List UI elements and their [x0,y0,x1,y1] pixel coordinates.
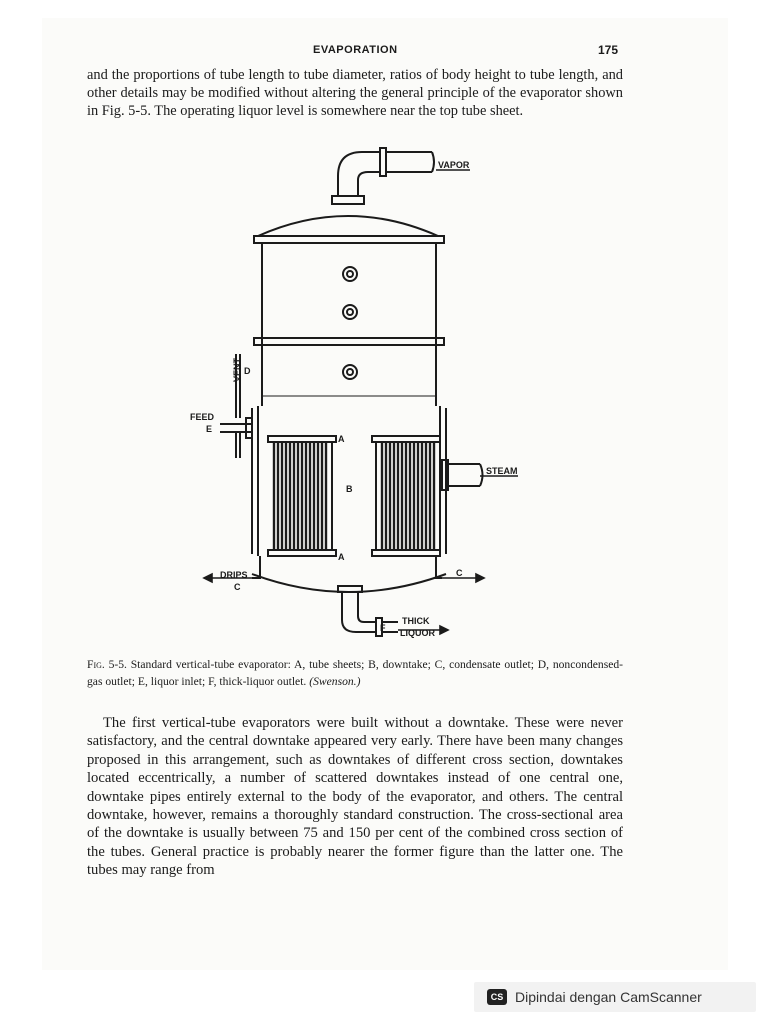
bottom-paragraph: The first vertical-tube evaporators were built without a downtake. These were never satisfactory, and the central downtake appeared very early. There have been many changes proposed in this arrangement, such as downtakes of different cross section, downtakes located eccentrically, a number of scattered downtakes instead of one central one, downtake pipes entirely external to the body of the evaporator, and others. The central downtake, however, remains a thoroughly standard construction. The cross-sectional area of the downtake is usually between 75 and 150 per cent of the combined cross section of the tubes. General practice is probably nearer the former figure than the latter one. The tubes may range from [87,715,623,879]
sight-glass-2 [343,305,357,319]
label-liquor: LIQUOR [400,628,435,638]
middle-flange [254,338,444,345]
caption-source: (Swenson.) [309,674,361,688]
vapor-outlet [386,152,434,172]
steam-pipe [446,464,483,486]
camscanner-badge [474,982,756,1012]
top-flange [254,236,444,243]
camscanner-logo-icon: CS [487,989,507,1005]
bottom-cone [252,574,446,592]
vapor-flange-top [380,148,386,176]
feed-pipe [220,424,252,432]
evaporator-diagram [180,146,530,658]
label-b: B [346,484,353,494]
tube-sheet-bottom-right [372,550,440,556]
label-f: F [380,623,386,633]
label-vent: VENT [232,357,242,382]
caption-label: Fig. 5-5. [87,658,127,671]
vapor-pipe [338,152,380,196]
label-a-top: A [338,434,345,444]
section-title: EVAPORATION [313,44,398,56]
figure-caption [87,657,623,690]
tube-bundle-right [382,442,434,550]
label-a-bottom: A [338,552,345,562]
sight-glass-1 [343,267,357,281]
label-vapor: VAPOR [438,160,470,170]
label-d: D [244,366,251,376]
sight-glass-3 [343,365,357,379]
tube-sheet-bottom-left [268,550,336,556]
dome [258,216,438,236]
tube-bundle-left [274,442,326,550]
label-c-right: C [456,568,463,578]
evaporator-figure [180,146,530,658]
vapor-flange-bottom [332,196,364,204]
tube-sheet-top-right [372,436,440,442]
label-e: E [206,424,213,434]
label-thick: THICK [402,616,430,626]
label-steam: STEAM [486,466,518,476]
top-paragraph: and the proportions of tube length to tube diameter, ratios of body height to tube length, and other details may be modified without altering the general principle of the evaporator shown in Fig. 5-5. The operating liquor level is somewhere near the top tube sheet. [87,67,623,120]
camscanner-text: Dipindai dengan CamScanner [515,989,702,1005]
page-number: 175 [598,43,619,57]
running-head [0,44,768,60]
bottom-flange [338,586,362,592]
label-drips: DRIPS [220,570,248,580]
label-feed: FEED [190,412,215,422]
tube-sheet-top-left [268,436,336,442]
label-c-left: C [234,582,241,592]
caption-text: Standard vertical-tube evaporator: A, tube sheets; B, downtake; C, condensate outlet; D, noncondensed-gas outlet; E, liquor inlet; F, thick-liquor outlet. [87,658,624,688]
